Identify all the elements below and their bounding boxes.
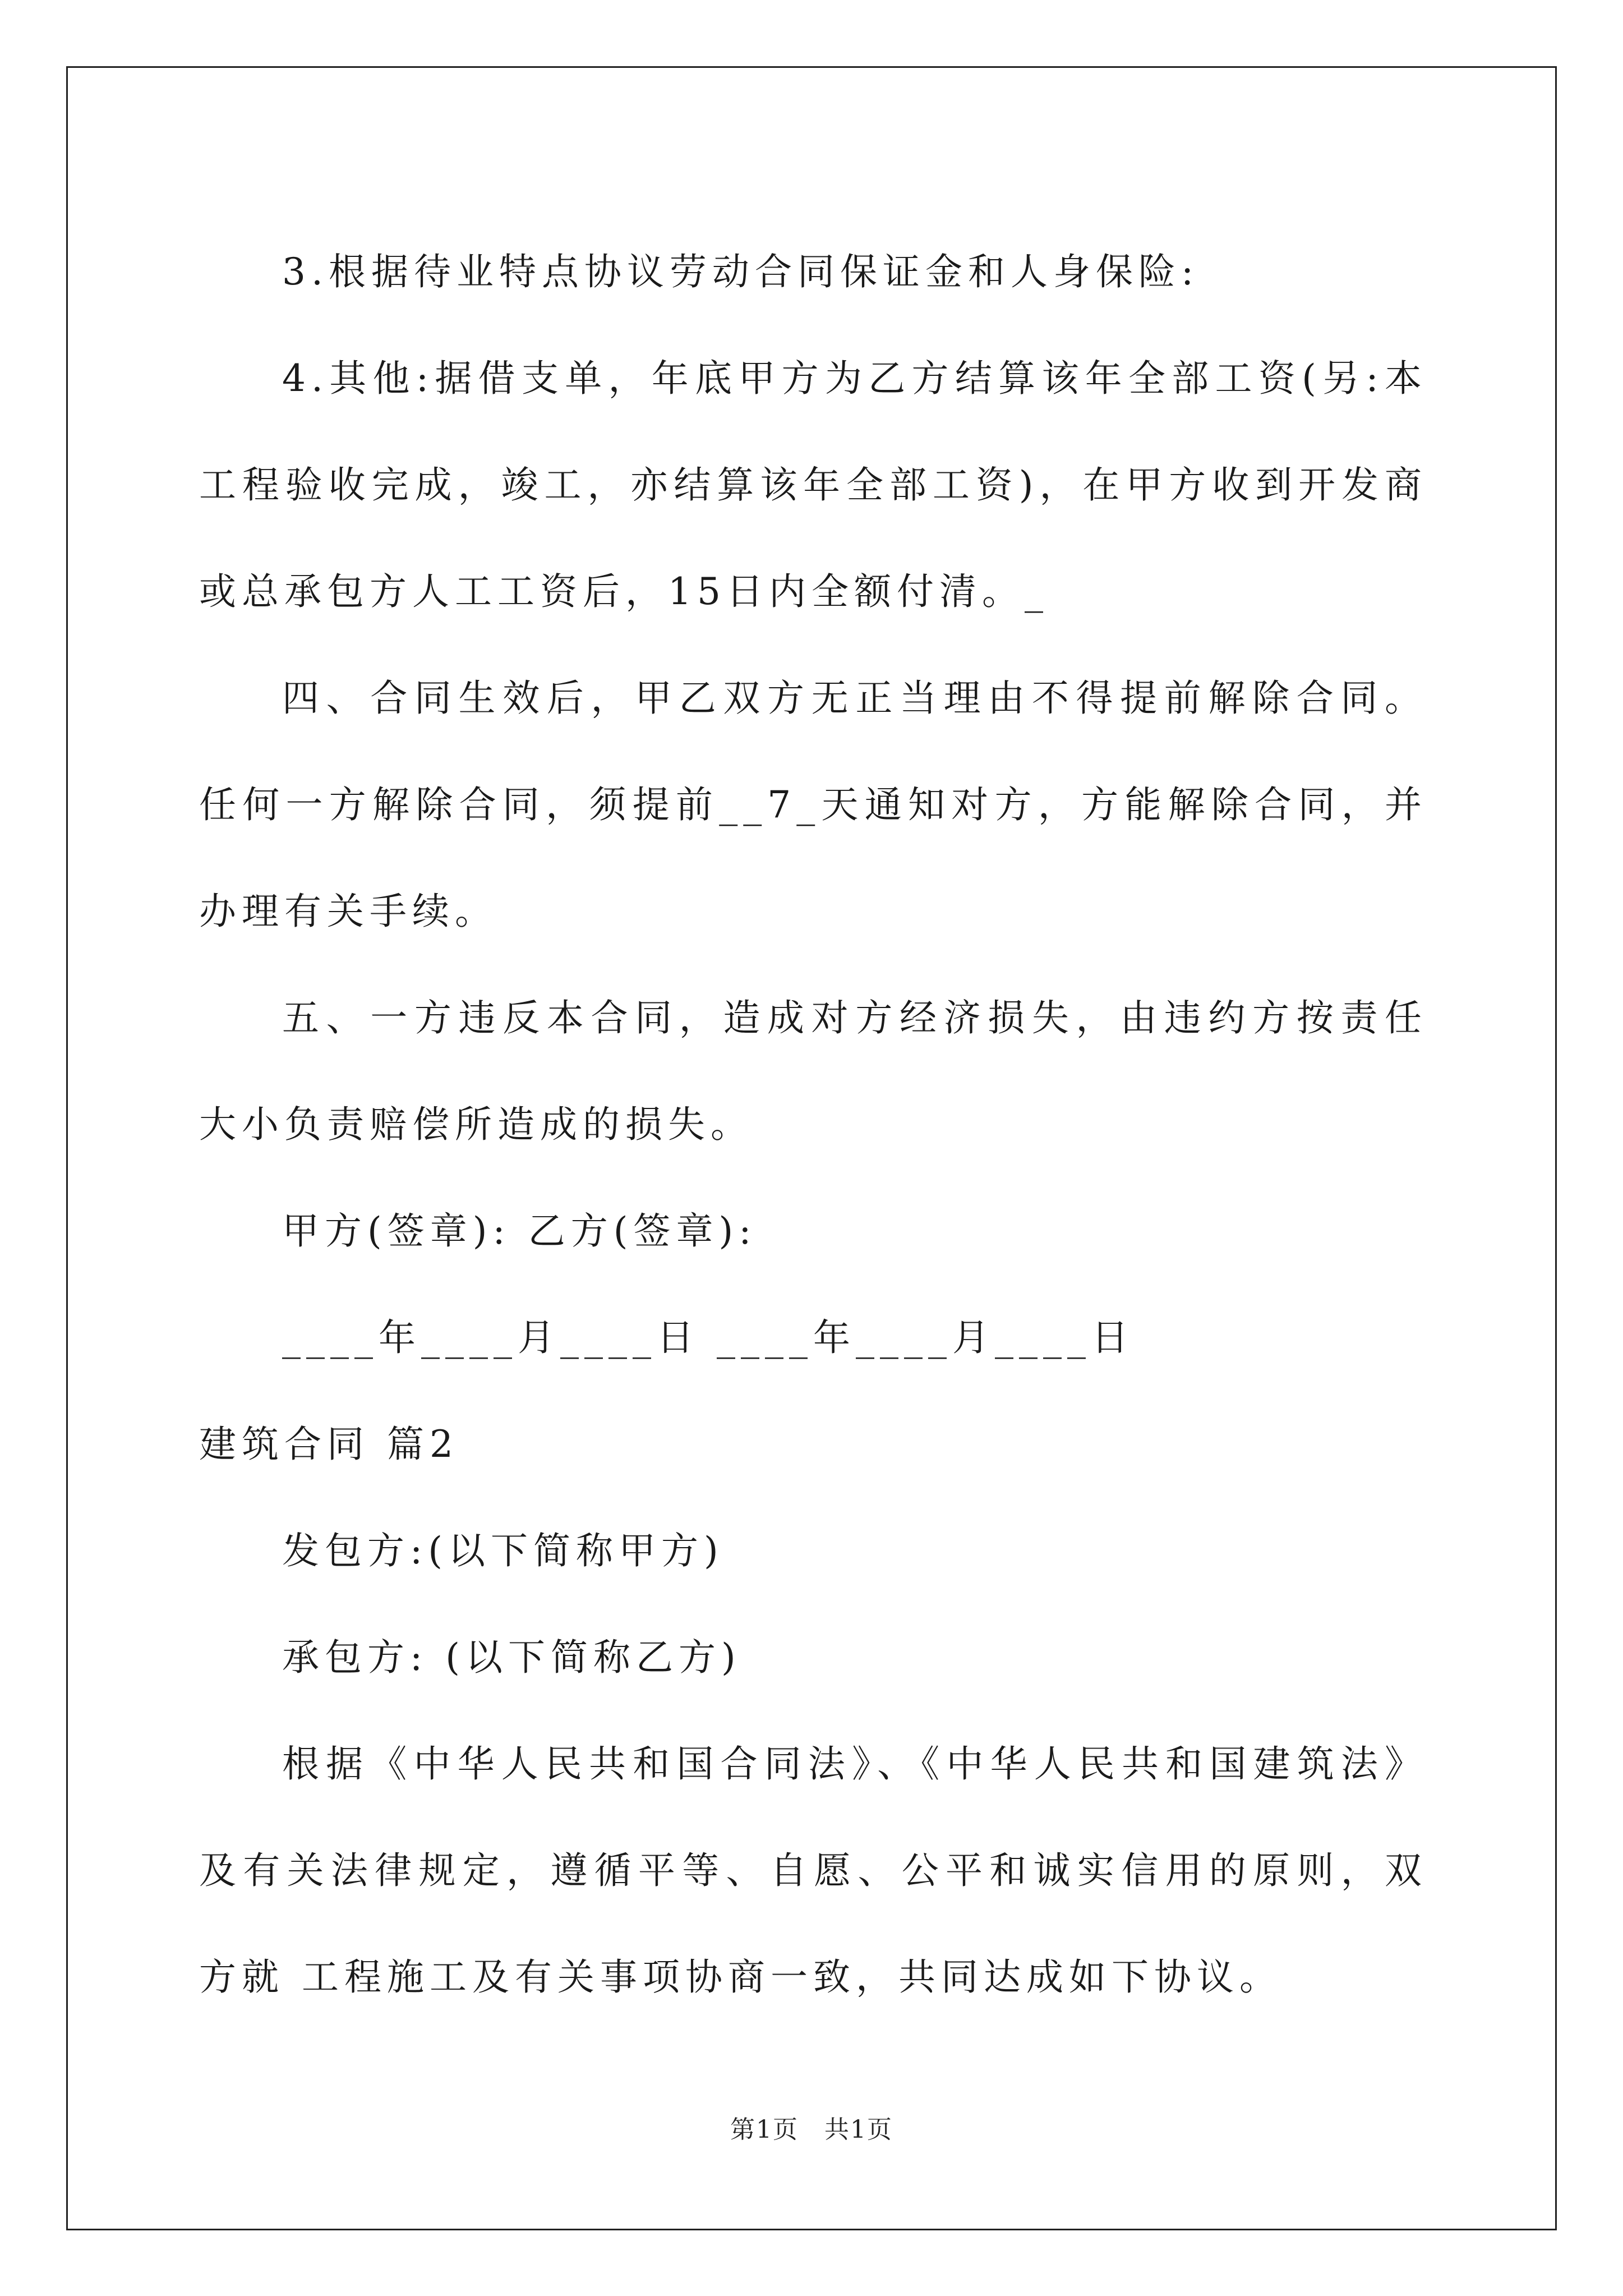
paragraph-contractor: 承包方: (以下简称乙方)	[282, 1636, 741, 1679]
signature-line: 甲方(签章): 乙方(签章):	[282, 1209, 757, 1253]
paragraph-employer: 发包方:(以下简称甲方)	[282, 1529, 724, 1572]
paragraph-guarantee: 3.根据待业特点协议劳动合同保证金和人身保险:	[282, 250, 1200, 293]
document-body	[199, 219, 1427, 2031]
section-heading: 建筑合同 篇2	[199, 1423, 459, 1466]
paragraph-preamble: 根据《中华人民共和国合同法》、《中华人民共和国建筑法》及有关法律规定，遵循平等、自愿、公平和诚实信用的原则，双方就 工程施工及有关事项协商一致，共同达成如下协议。	[199, 1742, 1427, 1999]
paragraph-termination: 四、合同生效后，甲乙双方无正当理由不得提前解除合同。任何一方解除合同，须提前__7_天通知对方，方能解除合同，并办理有关手续。	[199, 677, 1427, 933]
paragraph-breach: 五、一方违反本合同，造成对方经济损失，由违约方按责任大小负责赔偿所造成的损失。	[199, 996, 1427, 1146]
page-footer: 第1页 共1页	[730, 2115, 893, 2144]
paragraph-other-terms: 4.其他:据借支单，年底甲方为乙方结算该年全部工资(另:本工程验收完成，竣工，亦结算该年全部工资)，在甲方收到开发商或总承包方人工工资后，15日内全额付清。_	[199, 357, 1427, 613]
date-line: ____年____月____日 ____年____月____日	[282, 1316, 1134, 1359]
